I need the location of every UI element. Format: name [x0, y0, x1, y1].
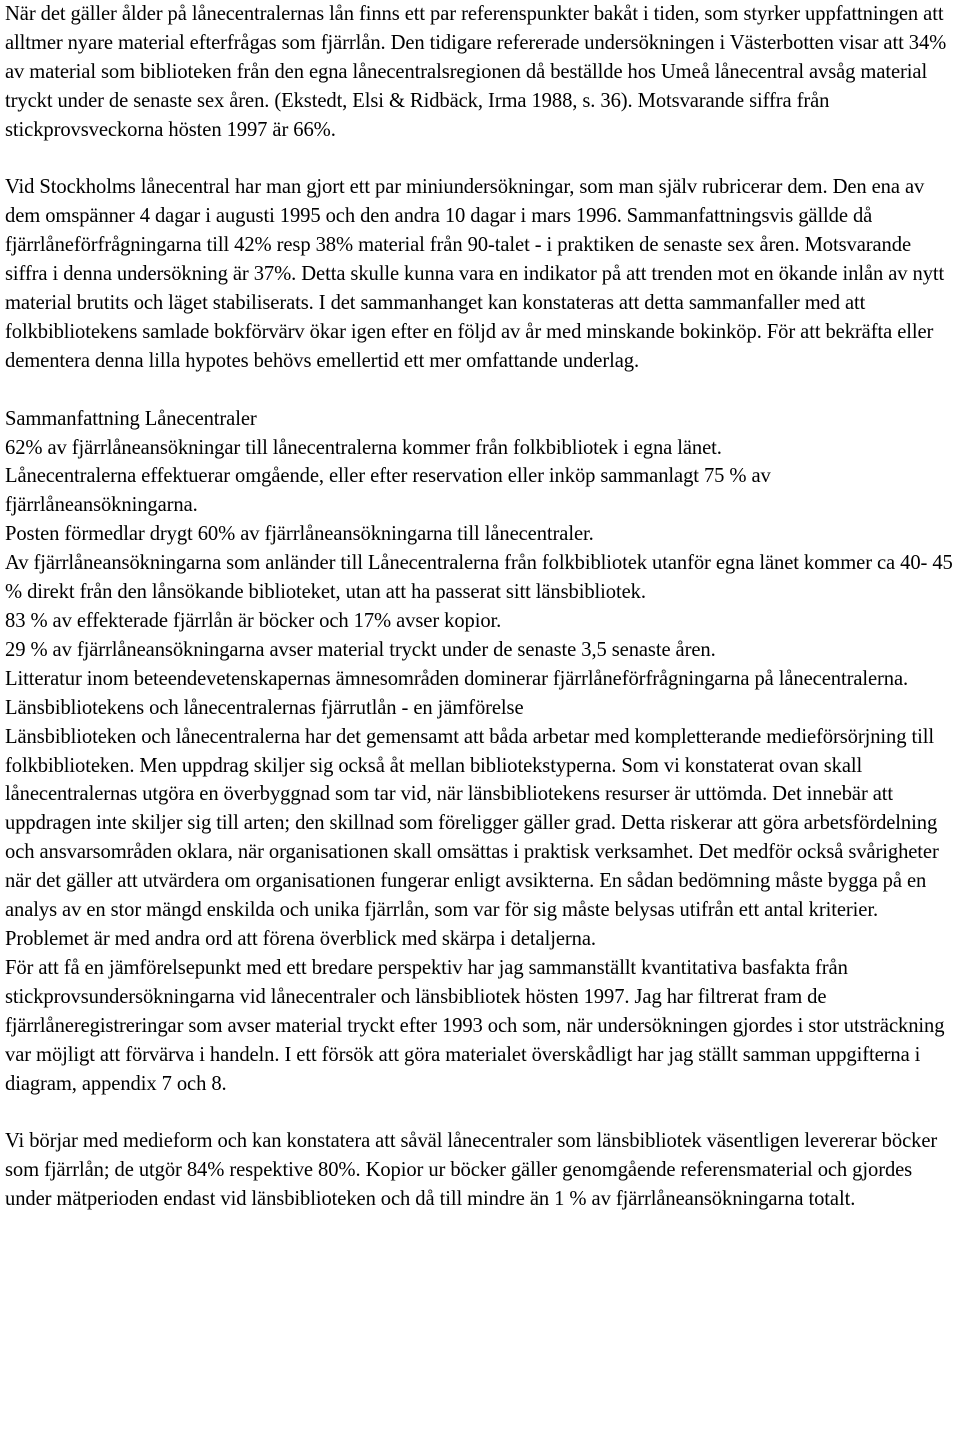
paragraph-age-of-loans: När det gäller ålder på lånecentralernas lån finns ett par referenspunkter bakåt i tiden, som styrker uppfattningen att alltmer nyare material efterfrågas som fjärrlån. Den tidigare refererade undersökningen i Västerbotten visar att 34% av material som biblioteken från den egna lånecentralsregionen då beställde hos Umeå lånecentral avsåg material tryckt under de senaste sex åren. (Ekstedt, Elsi & Ridbäck, Irma 1988, s. 36). Motsvarande siffra från stickprovsveckorna hösten 1997 är 66%.	[5, 3, 947, 141]
document-page	[5, 0, 957, 1214]
summary-item: Lånecentralerna effektuerar omgående, eller efter reservation eller inköp sammanlagt 75 % av fjärrlåneansökningarna.	[5, 465, 771, 517]
paragraph-gap	[5, 1098, 957, 1127]
paragraph-gap	[5, 145, 957, 174]
summary-item: 83 % av effekterade fjärrlån är böcker och 17% avser kopior.	[5, 610, 502, 632]
summary-item: 62% av fjärrlåneansökningar till lånecentralerna kommer från folkbibliotek i egna länet.	[5, 436, 722, 459]
paragraph-comparison: Länsbiblioteken och lånecentralerna har det gemensamt att båda arbetar med kompletterande medieförsörjning till folkbiblioteken. Men uppdrag skiljer sig också åt mellan bibliotekstyperna. Som vi konstaterat ovan skall lånecentralernas utgöra en överbyggnad som tar vid, när länsbibliotekens resurser är uttömda. Det innebär att uppdragen inte skiljer sig till arten; den skillnad som föreligger gäller grad. Detta riskerar att göra arbetsfördelning och ansvarsområden oklara, när organisationen skall omsättas i praktisk verksamhet. Det medför också svårigheter när det gäller att utvärdera om organisationen fungerar enligt avsikterna. En sådan bedömning måste bygga på en analys av en stor mängd enskilda och unika fjärrlån, som var för sig måste belysas utifrån ett antal kriterier. Problemet är med andra ord att förena överblick med skärpa i detaljerna.	[5, 725, 939, 950]
summary-item: Posten förmedlar drygt 60% av fjärrlåneansökningarna till lånecentraler.	[5, 523, 594, 546]
summary-item: Litteratur inom beteendevetenskapernas ämnesområden dominerar fjärrlåneförfrågningarna på lånecentralerna.	[5, 667, 909, 690]
summary-item: 29 % av fjärrlåneansökningarna avser material tryckt under de senaste 3,5 senaste åren.	[5, 638, 716, 661]
summary-heading: Sammanfattning Lånecentraler	[5, 407, 257, 430]
paragraph-stockholm-surveys: Vid Stockholms lånecentral har man gjort ett par miniundersökningar, som man själv rubricerar dem. Den ena av dem omspänner 4 dagar i augusti 1995 och den andra 10 dagar i mars 1996. Sammanfattningsvis gällde då fjärrlåneförfrågningarna till 42% resp 38% material från 90-talet - i praktiken de senaste sex åren. Motsvarande siffra i denna undersökning är 37%. Detta skulle kunna vara en indikator på att trenden mot en ökande inlån av nytt material brutits och läget stabiliserats. I det sammanhanget kan konstateras att detta sammanfaller med att folkbibliotekens samlade bokförvärv ökar igen efter en följd av år med minskande bokinköp. För att bekräfta eller dementera denna lilla hypotes behövs emellertid ett mer omfattande underlag.	[5, 176, 945, 372]
paragraph-media-form: Vi börjar med medieform och kan konstatera att såväl lånecentraler som länsbibliotek väsentligen levererar böcker som fjärrlån; de utgör 84% respektive 80%. Kopior ur böcker gäller genomgående referensmaterial och gjordes under mätperioden endast vid länsbiblioteken och då till mindre än 1 % av fjärrlåneansökningarna totalt.	[5, 1130, 938, 1211]
paragraph-method: För att få en jämförelsepunkt med ett bredare perspektiv har jag sammanställt kvantitativa basfakta från stickprovsundersökningarna vid lånecentraler och länsbibliotek hösten 1997. Jag har filtrerat fram de fjärrlåneregistreringar som avser material tryckt efter 1993 och som, när undersökningen gjordes i stor utsträckning var möjligt att förvärva i handeln. I ett försök att göra materialet överskådligt har jag ställt samman uppgifterna i diagram, appendix 7 och 8.	[5, 956, 945, 1095]
section-heading: Länsbibliotekens och lånecentralernas fjärrutlån - en jämförelse	[5, 696, 524, 719]
summary-item: Av fjärrlåneansökningarna som anländer till Lånecentralerna från folkbibliotek utanför egna länet kommer ca 40- 45 % direkt från den lånsökande biblioteket, utan att ha passerat sitt länsbibliotek.	[5, 552, 953, 604]
paragraph-gap	[5, 376, 957, 405]
